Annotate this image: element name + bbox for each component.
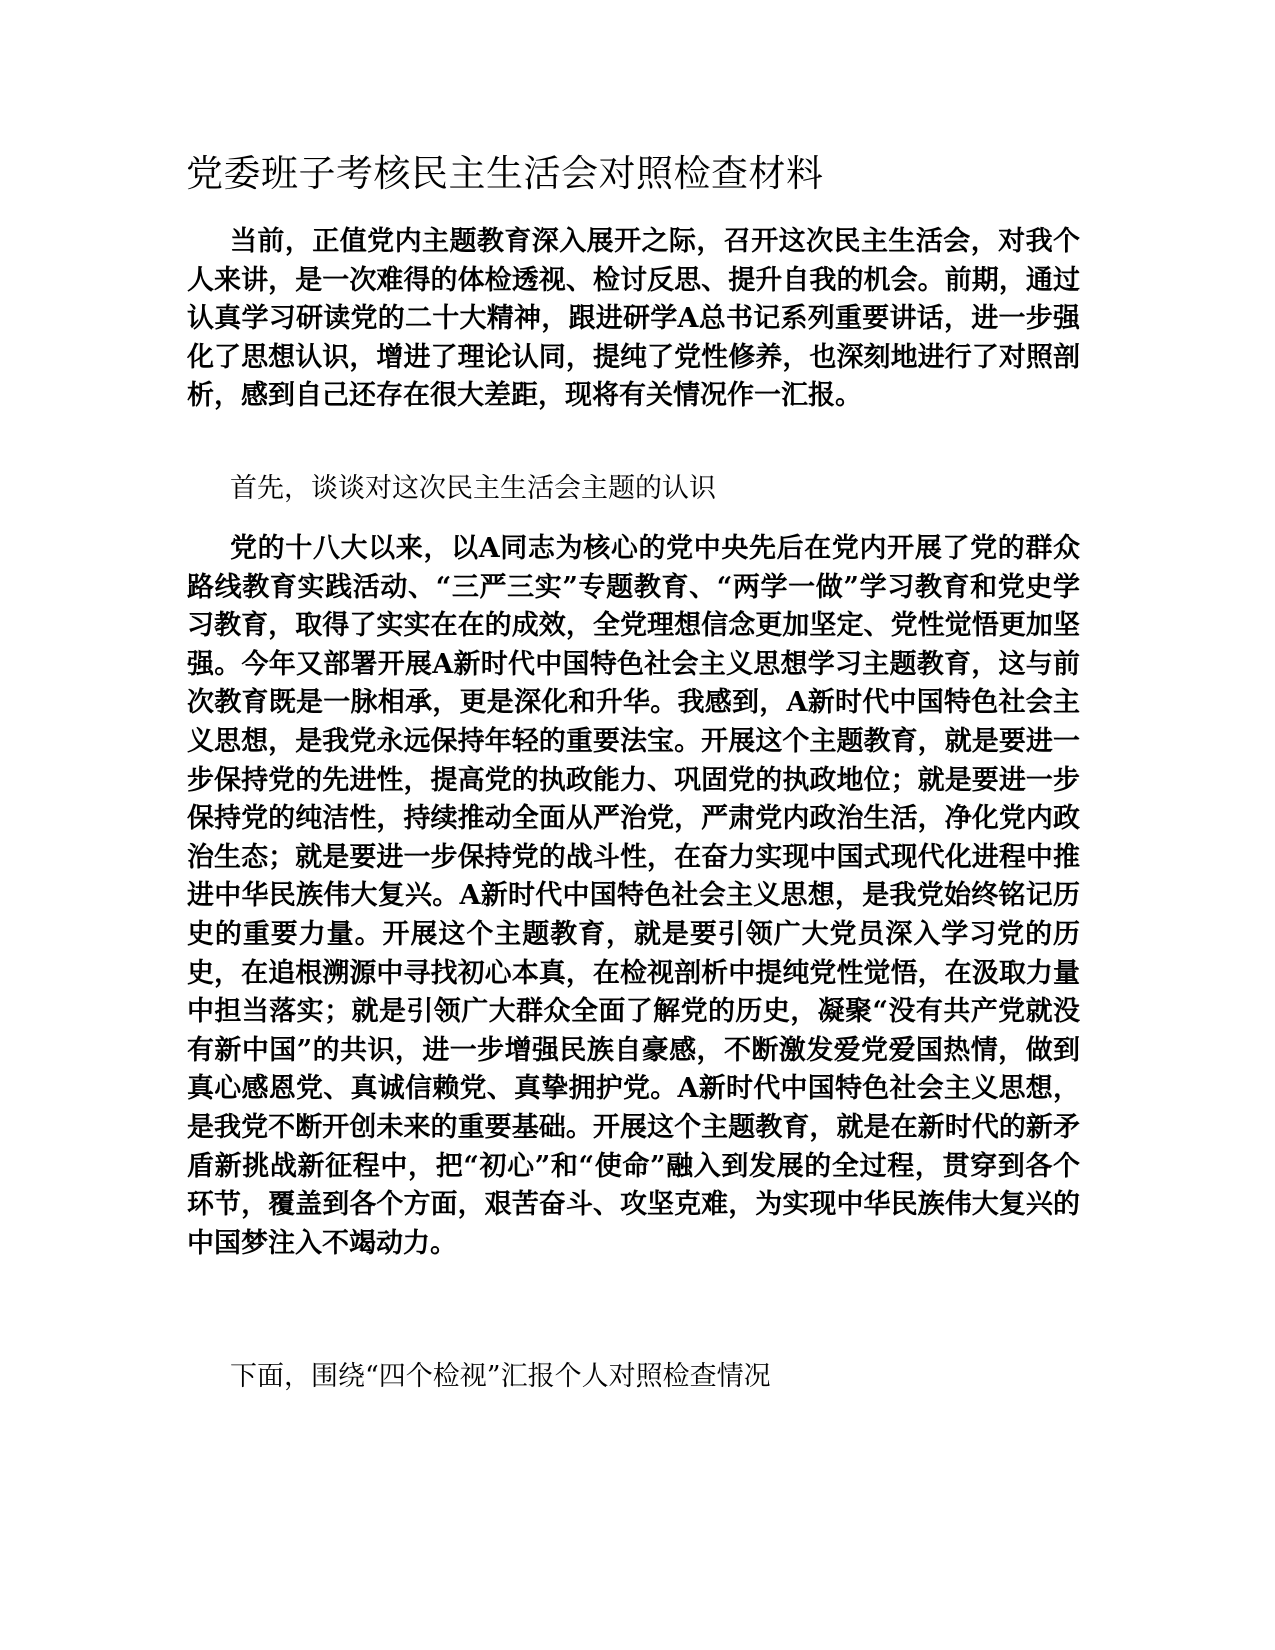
document-title: 党委班子考核民主生活会对照检查材料 [186, 152, 824, 195]
theme-paragraph: 党的十八大以来，以A同志为核心的党中央先后在党内开展了党的群众路线教育实践活动、“三严三实”专题教育、“两学一做”学习教育和党史学习教育，取得了实实在在的成效，全党理想信念更加坚定、党性觉悟更加坚强。今年又部署开展A新时代中国特色社会主义思想学习主题教育，这与前次教育既是一脉相承，更是深化和升华。我感到，A新时代中国特色社会主义思想，是我党永远保持年轻的重要法宝。开展这个主题教育，就是要进一步保持党的先进性，提高党的执政能力、巩固党的执政地位；就是要进一步保持党的纯洁性，持续推动全面从严治党，严肃党内政治生活，净化党内政治生态；就是要进一步保持党的战斗性，在奋力实现中国式现代化进程中推进中华民族伟大复兴。A新时代中国特色社会主义思想，是我党始终铭记历史的重要力量。开展这个主题教育，就是要引领广大党员深入学习党的历史，在追根溯源中寻找初心本真，在检视剖析中提纯党性觉悟，在汲取力量中担当落实；就是引领广大群众全面了解党的历史，凝聚“没有共产党就没有新中国”的共识，进一步增强民族自豪感，不断激发爱党爱国热情，做到真心感恩党、真诚信赖党、真挚拥护党。A新时代中国特色社会主义思想，是我党不断开创未来的重要基础。开展这个主题教育，就是在新时代的新矛盾新挑战新征程中，把“初心”和“使命”融入到发展的全过程，贯穿到各个环节，覆盖到各个方面，艰苦奋斗、攻坚克难，为实现中华民族伟大复兴的中国梦注入不竭动力。 [187, 533, 1080, 1259]
intro-paragraph: 当前，正值党内主题教育深入展开之际，召开这次民主生活会，对我个人来讲，是一次难得的体检透视、检讨反思、提升自我的机会。前期，通过认真学习研读党的二十大精神，跟进研学A总书记系列重要讲话，进一步强化了思想认识，增进了理论认同，提纯了党性修养，也深刻地进行了对照剖析，感到自己还存在很大差距，现将有关情况作一汇报。 [187, 226, 1080, 412]
section-heading-theme: 首先，谈谈对这次民主生活会主题的认识 [230, 473, 716, 504]
section-heading-review: 下面，围绕“四个检视”汇报个人对照检查情况 [230, 1361, 771, 1392]
